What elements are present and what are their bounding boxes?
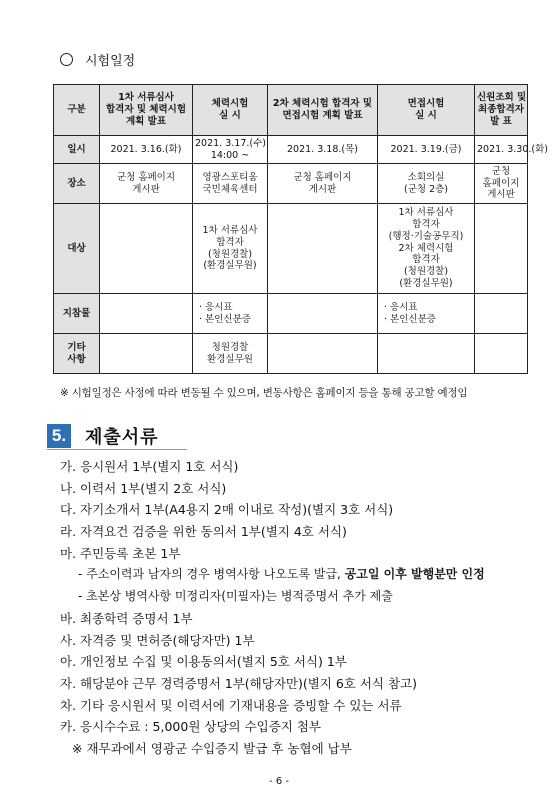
row-label [54, 164, 100, 204]
list-item: 나. 이력서 1부(별지 2호 서식) [60, 480, 227, 496]
table-cell [100, 204, 193, 294]
cell-line: 군청 홈페이지 [116, 171, 176, 183]
table-cell [378, 204, 475, 294]
cell-line: 환경실무원 [207, 353, 253, 365]
cell-line: 군청 [491, 165, 511, 177]
list-subitem [60, 564, 485, 586]
table-cell [268, 204, 378, 294]
cell-line: 최종합격자 [478, 104, 524, 116]
schedule-section-heading [60, 50, 135, 69]
table-cell [193, 204, 268, 294]
header-cell [54, 85, 100, 136]
list-item: 사. 자격증 및 면허증(해당자만) 1부 [60, 632, 255, 648]
cell-line: 구분 [67, 104, 86, 116]
table-cell [268, 294, 378, 334]
list-item: 마. 주민등록 초본 1부 [60, 545, 181, 561]
list-item: 가. 응시원서 1부(별지 1호 서식) [60, 459, 239, 474]
list-item: 아. 개인정보 수집 및 이용동의서(별지 5호 서식) 1부 [60, 654, 347, 670]
cell-line: 면접시험 [407, 98, 445, 110]
table-row [54, 204, 528, 294]
cell-line: 기타 [67, 341, 86, 353]
schedule-heading-text: 시험일정 [85, 54, 136, 69]
table-row [54, 334, 528, 374]
table-cell [100, 136, 193, 164]
table-cell [193, 294, 268, 334]
cell-line: 합격자 [216, 236, 244, 248]
cell-line: (환경실무원) [399, 278, 453, 290]
table-cell [378, 164, 475, 204]
schedule-note: ※ 시험일정은 사정에 따라 변동될 수 있으며, 변동사항은 홈페이지 등을 통해 공고할 예정임 [60, 387, 468, 399]
cell-line: 대상 [67, 242, 86, 254]
header-cell [268, 85, 378, 136]
table-cell [268, 164, 378, 204]
cell-line: 신원조회 및 [477, 92, 527, 104]
table-cell [378, 334, 475, 374]
table-cell [193, 164, 268, 204]
cell-line: 소회의실 [407, 171, 445, 183]
circle-bullet-icon [60, 53, 73, 66]
cell-line: 2021. 3.18.(목) [287, 143, 358, 155]
table-cell [100, 294, 193, 334]
section-underline [47, 449, 187, 450]
table-cell [100, 334, 193, 374]
cell-line: 사항 [67, 353, 86, 365]
header-cell [475, 85, 528, 136]
document-list [60, 456, 485, 760]
list-item: 카. 응시수수료 : 5,000원 상당의 수입증지 첨부 [60, 719, 322, 735]
table-cell [268, 334, 378, 374]
header-cell [100, 85, 193, 136]
cell-line: 2차 체력시험 합격자 및 [272, 98, 373, 110]
cell-line: (행정·기술공무직) [388, 230, 464, 242]
section-5-heading [47, 423, 159, 449]
table-cell [193, 136, 268, 164]
cell-line: 장소 [67, 177, 86, 189]
table-cell [268, 136, 378, 164]
cell-line: 합격자 및 체력시험 [105, 104, 187, 116]
table-cell [475, 164, 528, 204]
header-cell [378, 85, 475, 136]
cell-line: 게시판 [308, 183, 337, 195]
row-label [54, 204, 100, 294]
schedule-table [53, 84, 548, 374]
table-header-row [54, 85, 528, 136]
table-cell [378, 294, 475, 334]
cell-line: 실 시 [219, 110, 241, 121]
cell-line: 1차 서류심사 [118, 92, 174, 104]
cell-line: 영광스포티움 [202, 171, 258, 183]
list-item: 바. 최종학력 증명서 1부 [60, 610, 193, 626]
table-cell [378, 136, 475, 164]
table-cell [475, 334, 528, 374]
cell-line: 2021. 3.17.(수) [195, 137, 266, 149]
cell-line: (군청 2층) [403, 183, 448, 195]
cell-line: 발 표 [490, 115, 512, 127]
cell-line: 실 시 [415, 110, 437, 121]
cell-line: 지참물 [62, 307, 91, 319]
cell-line: 합격자 [412, 218, 440, 230]
table-row [54, 164, 528, 204]
table-row [54, 294, 528, 334]
subitem-text: - 주소이력과 남자의 경우 병역사항 나오도록 발급, [78, 567, 345, 582]
cell-line: 면접시험 계획 발표 [282, 110, 363, 121]
cell-line: 2021. 3.16.(화) [110, 143, 182, 155]
cell-line: · 응시표 [384, 301, 418, 313]
table-row [54, 136, 528, 164]
cell-line: (환경실무원) [203, 260, 257, 272]
cell-line: 1차 서류심사 [202, 224, 258, 236]
cell-line: 게시판 [487, 189, 515, 201]
table-cell [475, 136, 548, 164]
section-title: 제출서류 [85, 427, 159, 448]
list-item: 차. 기타 응시원서 및 이력서에 기재내용을 증빙할 수 있는 서류 [60, 697, 402, 713]
cell-line: · 본인신분증 [199, 313, 251, 325]
table-cell [475, 294, 528, 334]
cell-line: 1차 서류심사 [398, 206, 454, 218]
cell-line: 국민체육센터 [202, 183, 258, 195]
cell-line: 군청 홈페이지 [293, 171, 352, 183]
cell-line: · 본인신분증 [384, 313, 436, 325]
cell-line: 2021. 3.19.(금) [390, 143, 462, 155]
section-number-badge: 5. [47, 424, 71, 448]
cell-line: 게시판 [132, 183, 160, 195]
table-cell [193, 334, 268, 374]
list-note: ※ 재무과에서 영광군 수입증지 발급 후 농협에 납부 [72, 740, 352, 756]
table-cell [475, 204, 528, 294]
row-label [54, 334, 100, 374]
list-item: 다. 자기소개서 1부(A4용지 2매 이내로 작성)(별지 3호 서식) [60, 502, 394, 518]
emphasis-text: 공고일 이후 발행분만 인정 [344, 567, 485, 582]
row-label [54, 294, 100, 334]
cell-line: 계획 발표 [125, 115, 166, 127]
list-item: 라. 자격요건 검증을 위한 동의서 1부(별지 4호 서식) [60, 524, 347, 540]
cell-line: (청원경찰) [403, 266, 449, 278]
list-item: 자. 해당분야 근무 경력증명서 1부(해당자만)(별지 6호 서식 참고) [60, 675, 418, 691]
cell-line: 2021. 3.30.(화) [477, 143, 548, 155]
cell-line: 2차 체력시험 [398, 242, 454, 254]
list-subitem: - 초본상 병역사항 미정리자(미필자)는 병적증명서 추가 제출 [78, 589, 393, 604]
row-label [54, 136, 100, 164]
page-number: - 6 - [269, 776, 289, 787]
cell-line: 14:00 ~ [210, 149, 250, 161]
cell-line: · 응시표 [199, 301, 233, 313]
cell-line: 체력시험 [211, 98, 249, 110]
cell-line: 청원경찰 [211, 341, 249, 353]
cell-line: (청원경찰) [207, 248, 253, 260]
cell-line: 합격자 [412, 254, 440, 266]
cell-line: 일시 [67, 143, 86, 155]
header-cell [193, 85, 268, 136]
table-cell [100, 164, 193, 204]
cell-line: 홈페이지 [482, 177, 520, 189]
